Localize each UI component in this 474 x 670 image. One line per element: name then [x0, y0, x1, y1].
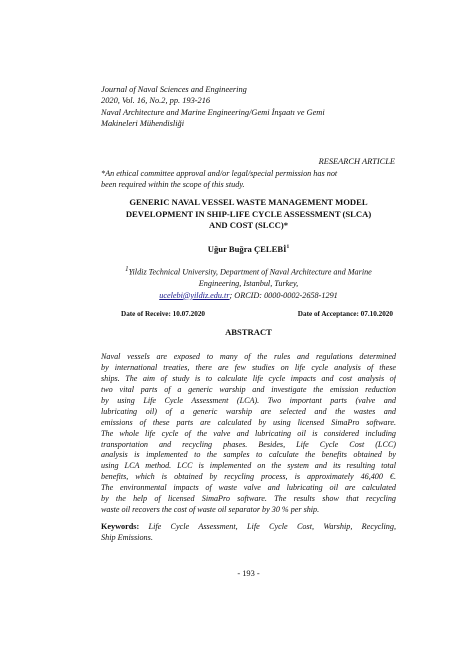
affiliation-line: Yildiz Technical University, Department of Naval Architecture and Marine [128, 267, 372, 277]
abstract-line: analysis is implemented to the samples to calculate the benefits obtained by [101, 450, 396, 460]
abstract-line: waste oil recovers the cost of waste oil separator by 30 % per ship. [101, 505, 320, 515]
abstract-line: emissions of these parts are calculated by using licensed SimaPro software. [101, 417, 396, 427]
ethics-note [101, 168, 401, 190]
affiliation-line: Engineering, Istanbul, Turkey, [198, 279, 299, 289]
author-sup: 1 [286, 244, 290, 251]
keywords-label: Keywords: [101, 522, 140, 531]
journal-line: Naval Architecture and Marine Engineering/Gemi İnşaatı ve Gemi [101, 107, 325, 117]
keywords-text: Life Cycle Assessment, Life Cycle Cost, Warship, Recycling, [148, 522, 397, 531]
email-link[interactable]: ucelebi@yildiz.edu.tr [159, 290, 230, 300]
abstract-heading: ABSTRACT [225, 327, 272, 337]
date-accepted: Date of Acceptance: 07.10.2020 [297, 310, 393, 318]
abstract-line: The environmental impacts of waste valve and lubricating oil are calculated [101, 483, 396, 493]
orcid-text: ; ORCID: 0000-0002-2658-1291 [229, 290, 338, 300]
abstract-body [101, 352, 396, 516]
abstract-line: using LCA method. LCC is implemented on the system and its resulting total [101, 461, 396, 471]
ethics-line: *An ethical committee approval and/or legal/special permission has not [101, 169, 338, 178]
abstract-line: benefits, which is obtained by recycling process, is approximately 46,400 €. [101, 472, 396, 482]
author [101, 244, 396, 254]
abstract-line: by using Life Cycle Assessment (LCA). Two important parts (valve and [101, 395, 396, 405]
article-type: RESEARCH ARTICLE [318, 157, 395, 166]
author-name: Uğur Buğra ÇELEBİ [207, 244, 287, 254]
title-line: GENERIC NAVAL VESSEL WASTE MANAGEMENT MODEL [129, 197, 368, 207]
keywords [101, 521, 396, 543]
abstract-line: ships. The aim of study is to calculate life cycle impacts and cost analysis of [101, 373, 396, 383]
journal-line: Makineleri Mühendisliği [101, 119, 185, 129]
abstract-line: The whole life cycle of the valve and lubricating oil is considered including [101, 428, 396, 438]
affiliation-sup: 1 [125, 266, 129, 273]
paper-title [101, 197, 396, 232]
journal-line: 2020, Vol. 16, No.2, pp. 193-216 [101, 96, 211, 106]
page-number: - 193 - [237, 569, 260, 578]
abstract-line: transportation and recycling phases. Besides, Life Cycle Cost (LCC) [101, 439, 396, 449]
abstract-line: by international treaties, there are few studies on life cycle analysis of these [101, 362, 396, 372]
date-received: Date of Receive: 10.07.2020 [121, 310, 206, 318]
title-line: DEVELOPMENT IN SHIP-LIFE CYCLE ASSESSMENT (SLCA) [125, 208, 372, 219]
affiliation [101, 264, 396, 301]
abstract-line: Naval vessels are exposed to many of the rules and regulations determined [101, 352, 396, 361]
keywords-text: Ship Emissions. [101, 533, 153, 542]
ethics-line: been required within the scope of this study. [101, 180, 245, 190]
abstract-line: by the help of licensed SimaPro software. The results show that recycling [101, 494, 396, 504]
abstract-line: lubricating oil) of a generic warship are selected and the wastes and [101, 406, 396, 416]
journal-info [101, 84, 401, 130]
title-line: AND COST (SLCC)* [208, 220, 289, 231]
journal-line: Journal of Naval Sciences and Engineering [101, 85, 247, 94]
abstract-line: two vital parts of a generic warship and investigate the emission reduction [101, 384, 396, 394]
